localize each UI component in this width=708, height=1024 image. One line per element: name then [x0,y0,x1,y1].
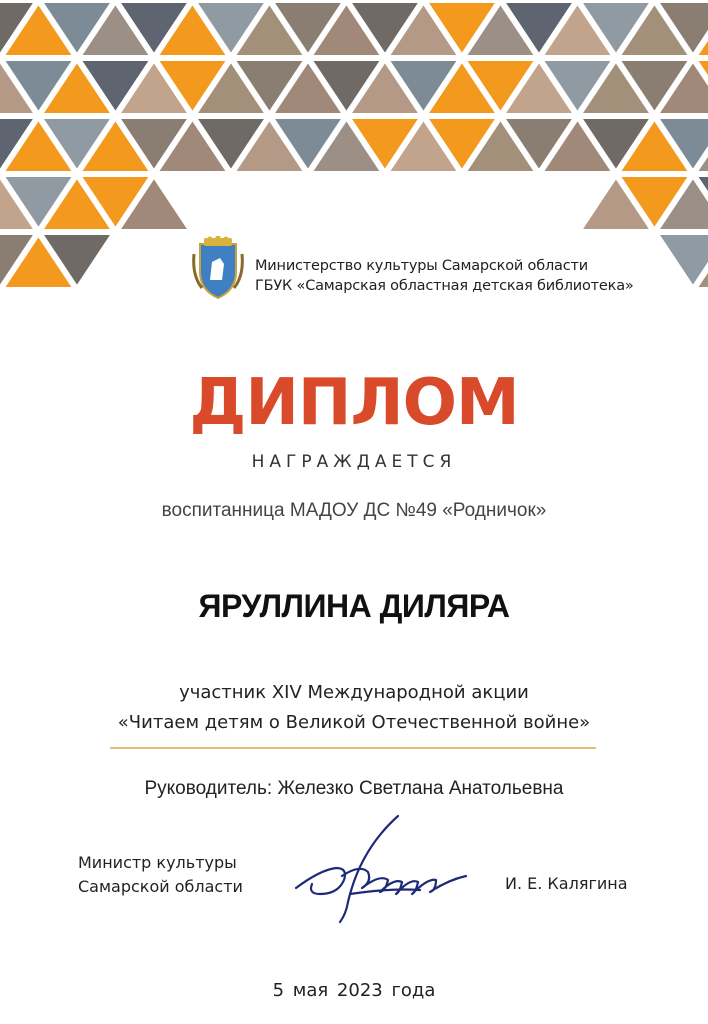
participation-text [0,678,708,738]
participation-line-2: «Читаем детям о Великой Отечественной войне» [117,712,591,733]
organization-block [255,256,634,296]
gold-divider [110,747,596,749]
awarded-label: НАГРАЖДАЕТСЯ [251,452,457,472]
diploma-title: ДИПЛОМ [189,366,519,440]
ministry-name: Министерство культуры Самарской области [255,258,588,274]
signer-name: И. Е. Калягина [505,874,628,893]
minister-title-line-2: Самарской области [78,877,243,896]
participation-line-1: участник XIV Международной акции [179,682,529,703]
supervisor-line: Руководитель: Железко Светлана Анатольевна [144,778,564,799]
pupil-affiliation: воспитанница МАДОУ ДС №49 «Родничок» [161,500,547,521]
recipient-name: ЯРУЛЛИНА ДИЛЯРА [198,588,510,624]
minister-title [78,851,243,899]
coat-of-arms-icon [190,236,246,300]
handwritten-signature [290,810,480,930]
issue-date: 5 мая 2023 года [272,980,436,1001]
minister-title-line-1: Министр культуры [78,853,237,872]
library-name: ГБУК «Самарская областная детская библиотека» [255,278,634,294]
